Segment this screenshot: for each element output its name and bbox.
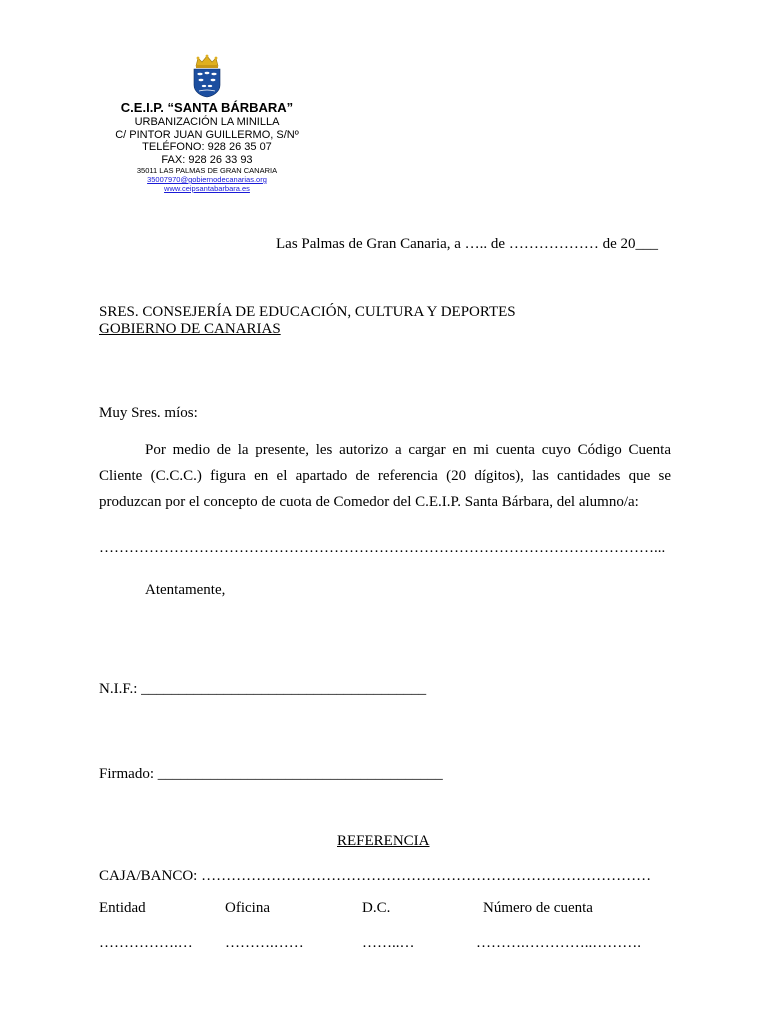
canary-islands-crest-icon	[191, 54, 223, 98]
closing: Atentamente,	[145, 582, 226, 598]
bank-dots[interactable]: ………………………………………………………………………………	[201, 868, 652, 884]
reference-title: REFERENCIA	[337, 833, 430, 849]
salutation: Muy Sres. míos:	[99, 405, 198, 421]
nif-line[interactable]: ______________________________________	[141, 681, 427, 697]
website-link[interactable]: www.ceipsantabarbara.es	[164, 184, 250, 193]
entidad-field[interactable]: …………….…	[99, 935, 193, 951]
school-letterhead	[92, 54, 322, 193]
school-name: C.E.I.P. “SANTA BÁRBARA”	[120, 100, 294, 115]
student-name-field[interactable]: …………………………………………………………………………………………………...	[99, 540, 666, 556]
recipient-line-2: GOBIERNO DE CANARIAS	[99, 321, 281, 337]
postal-line: 35011 LAS PALMAS DE GRAN CANARIA	[136, 166, 278, 175]
firmado-label: Firmado:	[99, 766, 154, 782]
bank-field[interactable]	[99, 868, 651, 885]
nif-field[interactable]	[99, 681, 426, 698]
street-line: C/ PINTOR JUAN GUILLERMO, S/Nº	[115, 128, 299, 141]
body-paragraph: Por medio de la presente, les autorizo a cargar en mi cuenta cuyo Código Cuenta Cliente (C.C.C.) figura en el apartado de referencia (20 dígitos), las cantidades que se produzcan por el concepto de cuota de Comedor del C.E.I.P. Santa Bárbara, del alumno/a:	[99, 442, 671, 510]
email-link[interactable]: 35007970@gobiernodecanarias.org	[147, 175, 267, 184]
bank-label: CAJA/BANCO:	[99, 868, 198, 884]
oficina-field[interactable]: ……….……	[225, 935, 304, 951]
column-entidad: Entidad	[99, 900, 146, 916]
nif-label: N.I.F.:	[99, 681, 138, 697]
date-line: Las Palmas de Gran Canaria, a ….. de ……………… de 20___	[276, 236, 658, 252]
column-numero-cuenta: Número de cuenta	[483, 900, 593, 916]
firmado-line[interactable]: ______________________________________	[157, 766, 443, 782]
column-oficina: Oficina	[225, 900, 270, 916]
column-dc: D.C.	[362, 900, 391, 916]
address-line: URBANIZACIÓN LA MINILLA	[134, 116, 280, 128]
phone-line: TELÉFONO: 928 26 35 07	[142, 141, 272, 153]
fax-line: FAX: 928 26 33 93	[161, 153, 253, 166]
signature-field[interactable]	[99, 766, 443, 783]
dc-field[interactable]: ……..…	[362, 935, 415, 951]
recipient-line-1: SRES. CONSEJERÍA DE EDUCACIÓN, CULTURA Y DEPORTES	[99, 304, 516, 320]
numero-cuenta-field[interactable]: ……….…………..……….	[476, 935, 641, 951]
